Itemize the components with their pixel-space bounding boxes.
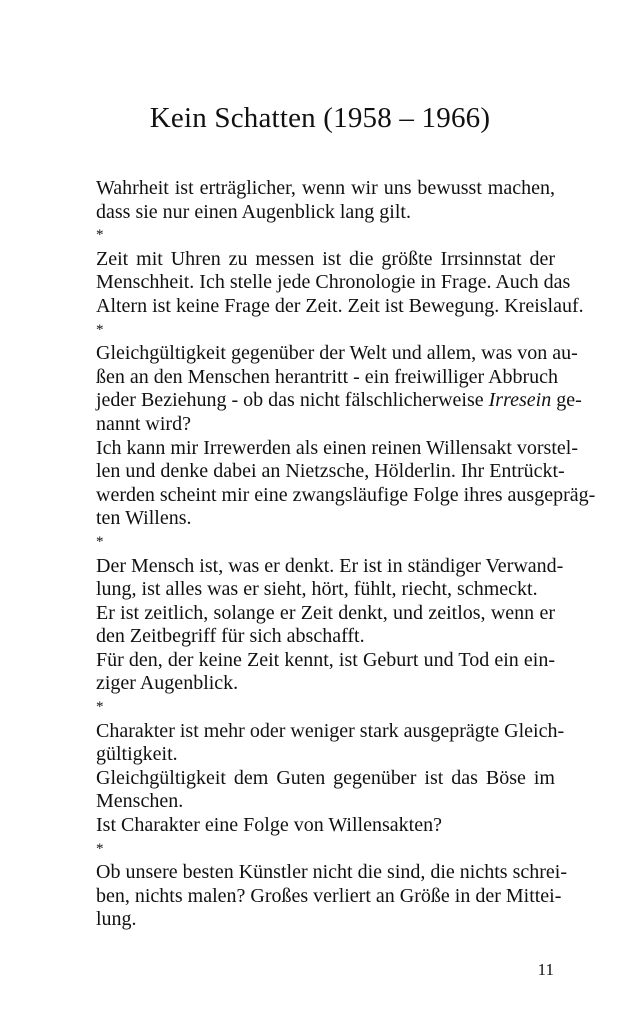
- text-line: [96, 861, 567, 885]
- line-text: Der Mensch ist, was er denkt. Er ist in ständiger Verwand-: [96, 554, 564, 577]
- line-text: nannt wird?: [96, 412, 191, 435]
- text-line: [96, 365, 559, 390]
- line-text: lung, ist alles was er sieht, hört, fühlt, riecht, schmeckt.: [96, 578, 538, 601]
- text-line: [96, 413, 555, 437]
- line-text: dass sie nur einen Augenblick lang gilt.: [96, 200, 411, 223]
- line-text: lung.: [96, 908, 137, 931]
- text-line: [96, 271, 571, 295]
- line-text: Ist Charakter eine Folge von Willensakten?: [96, 814, 442, 837]
- text-line: [96, 483, 596, 508]
- line-text: Menschheit. Ich stelle jede Chronologie in Frage. Auch das: [96, 271, 571, 294]
- text-line: [96, 389, 582, 413]
- text-line: [96, 719, 565, 744]
- line-text: ben, nichts malen? Großes verliert an Größe in der Mittei-: [96, 884, 562, 907]
- line-text: Charakter ist mehr oder weniger stark ausgeprägte Gleich-: [96, 719, 565, 742]
- chapter-title: Kein Schatten (1958 – 1966): [149, 102, 491, 134]
- text-line: [96, 201, 555, 225]
- text-line: [96, 578, 555, 602]
- section-separator: [96, 531, 555, 555]
- text-line: [96, 342, 578, 366]
- line-text: *: [96, 533, 104, 550]
- line-text: ziger Augenblick.: [96, 672, 239, 695]
- text-line: [96, 625, 555, 649]
- page-number: 11: [537, 960, 554, 979]
- line-text: Gleichgültigkeit gegenüber der Welt und allem, was von au-: [96, 342, 578, 365]
- line-text: ßen an den Menschen herantritt - ein freiwilliger Abbruch: [96, 365, 559, 388]
- text-line: [96, 814, 555, 838]
- text-line: [96, 767, 555, 791]
- section-separator: [96, 319, 555, 343]
- section-separator: [96, 224, 555, 248]
- line-text: Altern ist keine Frage der Zeit. Zeit ist Bewegung. Kreislauf.: [96, 294, 584, 317]
- text-line: [96, 436, 578, 461]
- line-text: Ich kann mir Irrewerden als einen reinen Willensakt vorstel-: [96, 436, 578, 459]
- line-text: *: [96, 840, 104, 857]
- line-text: Wahrheit ist erträglicher, wenn wir uns bewusst machen,: [96, 177, 555, 199]
- text-line: [96, 554, 564, 579]
- text-line: [96, 507, 555, 531]
- line-text: *: [96, 321, 104, 338]
- text-line: [96, 908, 555, 932]
- line-text-continued: ge-: [551, 389, 582, 412]
- text-line: [96, 649, 555, 673]
- text-line: [96, 672, 555, 696]
- line-text: ten Willens.: [96, 507, 192, 530]
- line-text: Für den, der keine Zeit kennt, ist Geburt und Tod ein ein-: [96, 648, 555, 671]
- body-text: [96, 177, 596, 932]
- line-text: Menschen.: [96, 790, 184, 813]
- section-separator: [96, 838, 555, 862]
- italic-term: Irresein: [488, 389, 552, 412]
- line-text: gültigkeit.: [96, 743, 178, 766]
- text-line: [96, 884, 562, 909]
- line-text: werden scheint mir eine zwangsläufige Folge ihres ausgepräg-: [96, 483, 596, 506]
- line-text: jeder Beziehung - ob das nicht fälschlicherweise: [96, 389, 489, 412]
- line-text: Er ist zeitlich, solange er Zeit denkt, und zeitlos, wenn er: [96, 601, 555, 624]
- line-text: Ob unsere besten Künstler nicht die sind, die nichts schrei-: [96, 861, 567, 884]
- text-line: [96, 294, 584, 319]
- text-line: [96, 743, 555, 767]
- text-line: [96, 248, 555, 272]
- line-text: *: [96, 227, 104, 244]
- section-separator: [96, 696, 555, 720]
- line-text: *: [96, 699, 104, 716]
- line-text: den Zeitbegriff für sich abschafft.: [96, 625, 365, 648]
- text-line: [96, 460, 565, 484]
- line-text: len und denke dabei an Nietzsche, Hölderlin. Ihr Entrückt-: [96, 460, 565, 483]
- text-line: [96, 790, 555, 814]
- text-line: [96, 177, 555, 201]
- line-text: Gleichgültigkeit dem Guten gegenüber ist das Böse im: [96, 766, 555, 789]
- line-text: Zeit mit Uhren zu messen ist die größte Irrsinnstat der: [96, 247, 555, 270]
- text-line: [96, 602, 555, 626]
